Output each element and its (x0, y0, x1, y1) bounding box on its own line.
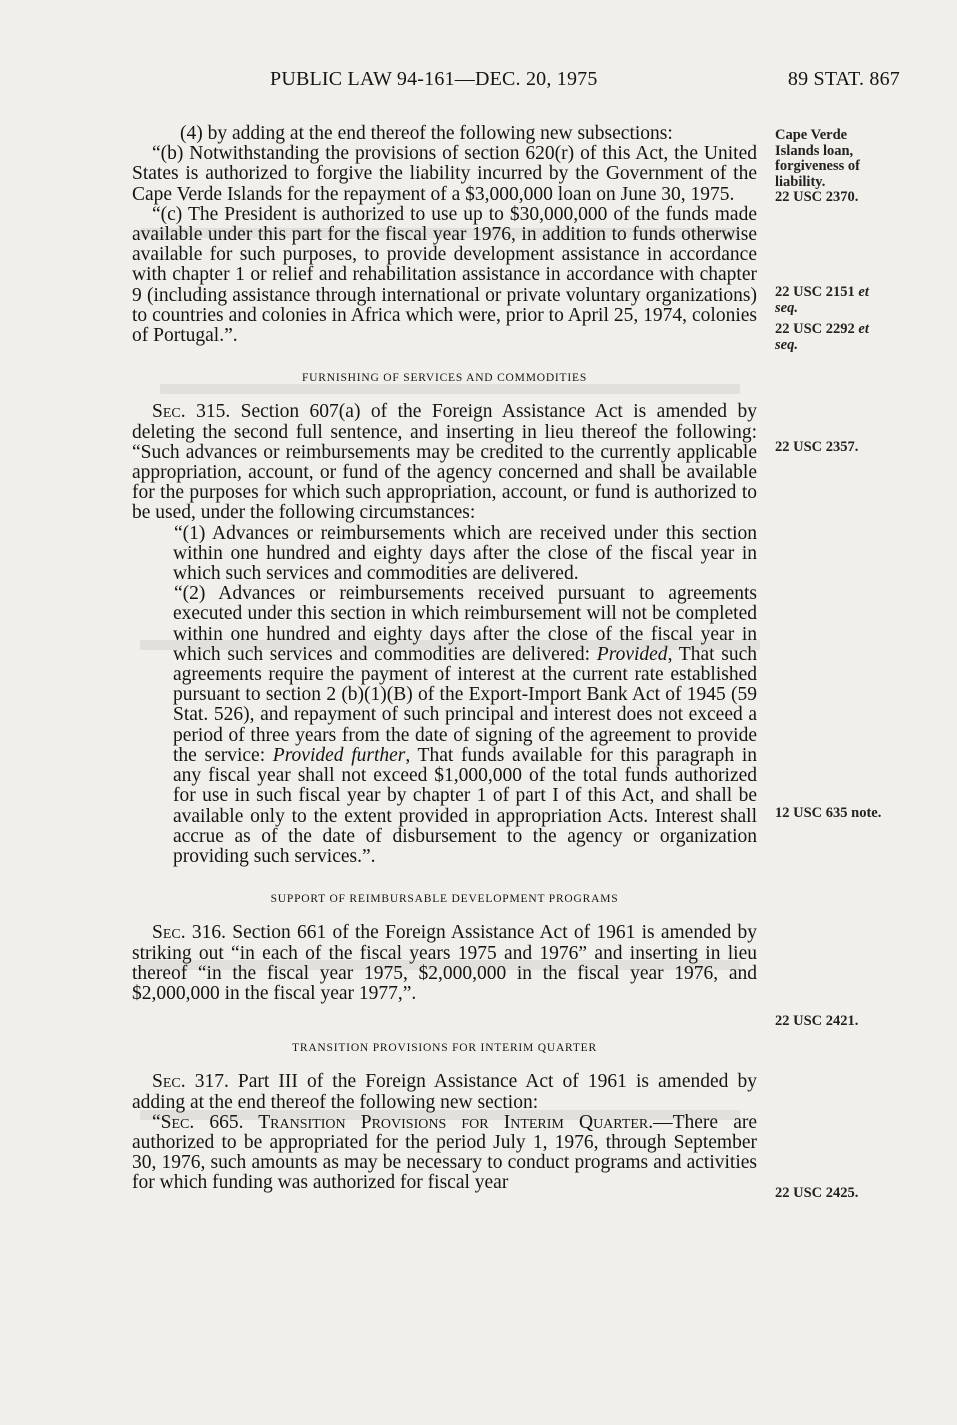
margin-note-22usc2425: 22 USC 2425. (775, 1185, 859, 1201)
page-header (132, 64, 902, 98)
subsection-b: “(b) Notwithstanding the provisions of section 620(r) of this Act, the United States is authorized to forgive the liability incurred by the Government of the Cape Verde Islands for the repayment of a $3,000,000 loan on June 30, 1975. (132, 143, 757, 205)
section-317 (132, 1072, 757, 1112)
section-315-clause-2: “(2) Advances or reimbursements received pursuant to agreements executed under this section in which reimbursement will not be completed within one hundred and eighty days after the close of the fiscal year in which such services and commodities are delivered: Provided, That such agreements require the payment of interest at the current rate established pursuant to section 2 (b)(1)(B) of the Export-Import Bank Act of 1945 (59 Stat. 526), and repayment of such principal and interest does not exceed a period of three years from the date of signing of the agreement to provide the service: Provided further, That funds available for this paragraph in any fiscal year shall not exceed $1,000,000 of the total funds authorized for use in such fiscal year by chapter 1 of part I of this Act, and shall be available only to the extent provided in appropriation Acts. Interest shall accrue as of the date of disbursement to the agency or organization providing such services.”. (173, 583, 757, 867)
section-665-heading: “Sec. 665. Transition Provisions for Interim Quarter. (152, 1111, 654, 1133)
section-315-text: 315. Section 607(a) of the Foreign Assistance Act is amended by deleting the second full sentence, and inserting in lieu thereof the following: “Such advances or reimbursements may be credited to the currently applicable appropriation, account, or fund of the agency concerned and shall be available for the purposes for which such appropriation, account, or fund is authorized to be used, under the following circumstances: (132, 401, 757, 524)
section-665 (132, 1113, 757, 1194)
margin-note-22usc2292: 22 USC 2292 et seq. (775, 321, 869, 353)
provided-further-italic: Provided further (272, 744, 406, 766)
section-316-text: 316. Section 661 of the Foreign Assistance Act of 1961 is amended by striking out “in each of the fiscal years 1975 and 1976” and inserting in lieu thereof “in the fiscal year 1975, $2,000,000 in the fiscal year 1976, and $2,000,000 in the fiscal year 1977,”. (132, 922, 757, 1004)
section-316 (132, 923, 757, 1004)
section-label: Sec. (152, 1071, 186, 1093)
section-label: Sec. (152, 401, 186, 423)
section-665-text: —There are authorized to be appropriated for the period July 1, 1976, through September 30, 1976, such amounts as may be necessary to conduct programs and activities for which funding was authorized for fiscal year (132, 1111, 757, 1194)
margin-note-cape-verde: Cape Verde Islands loan, forgiveness of liability. 22 USC 2370. (775, 127, 860, 205)
section-315 (132, 402, 757, 523)
paragraph-4: (4) by adding at the end thereof the following new subsections: (180, 123, 673, 144)
body-text (132, 124, 757, 1194)
header-stat-citation: 89 STAT. 867 (787, 68, 900, 90)
margin-note-22usc2151: 22 USC 2151 et seq. (775, 284, 869, 316)
section-317-text: 317. Part III of the Foreign Assistance Act of 1961 is amended by adding at the end thereof the following new section: (132, 1071, 757, 1113)
section-heading-support: SUPPORT OF REIMBURSABLE DEVELOPMENT PROGRAMS (270, 893, 619, 906)
margin-note-12usc635: 12 USC 635 note. (775, 805, 882, 821)
section-315-clause-1: “(1) Advances or reimbursements which are received under this section within one hundred and eighty days after the close of the fiscal year in which such services and commodities are delivered. (173, 522, 757, 585)
section-heading-furnishing: FURNISHING OF SERVICES AND COMMODITIES (301, 372, 588, 385)
subsection-c: “(c) The President is authorized to use up to $30,000,000 of the funds made available under this part for the fiscal year 1976, in addition to funds otherwise available for such purposes, to provide development assistance in accordance with chapter 1 or relief and rehabilitation assistance in accordance with chapter 9 (including assistance through international or private voluntary organizations) to countries and colonies in Africa which were, prior to April 25, 1974, colonies of Portugal.”. (132, 203, 757, 347)
margin-note-22usc2421: 22 USC 2421. (775, 1013, 859, 1029)
header-title: PUBLIC LAW 94-161—DEC. 20, 1975 (270, 68, 598, 90)
provided-italic: Provided (596, 643, 668, 665)
section-label: Sec. (152, 922, 186, 944)
margin-note-22usc2357: 22 USC 2357. (775, 439, 859, 455)
section-heading-transition: TRANSITION PROVISIONS FOR INTERIM QUARTER (292, 1042, 597, 1055)
